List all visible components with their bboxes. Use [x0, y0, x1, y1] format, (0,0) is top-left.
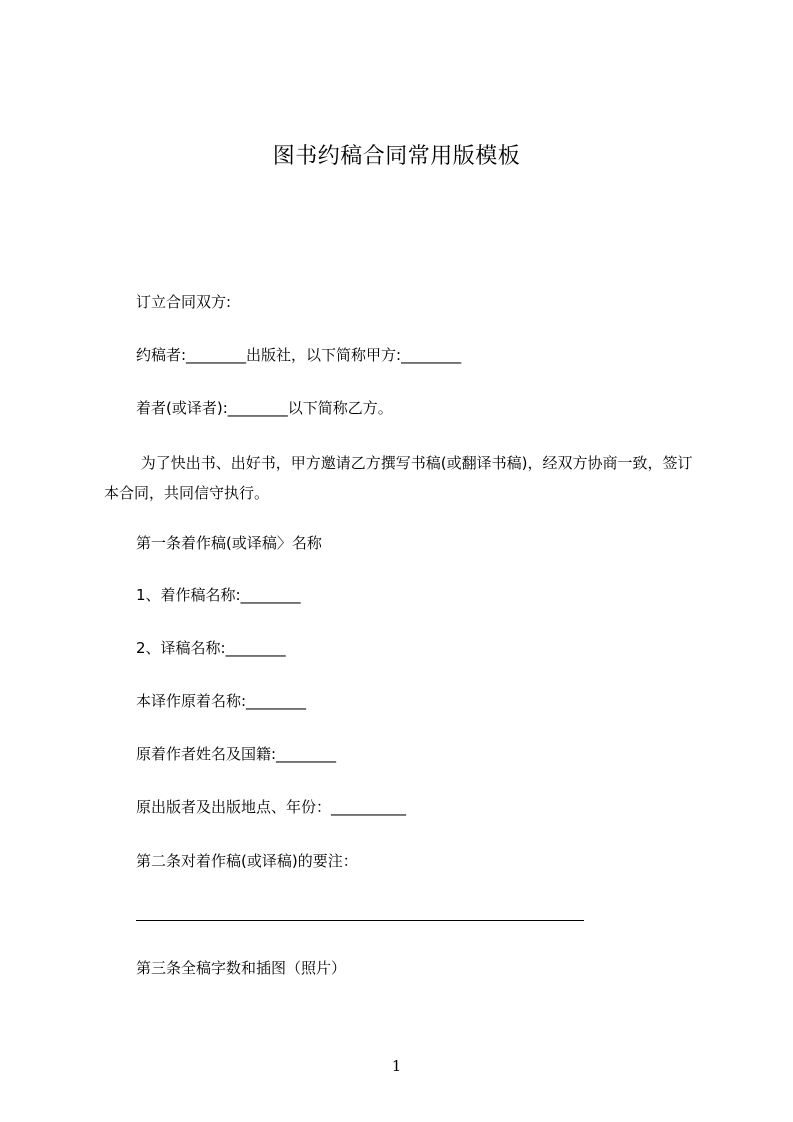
article-2-heading: 第二条对着作稿(或译稿)的要注：	[136, 852, 358, 870]
party-b-line: 着者(或译者):________以下简称乙方。	[136, 399, 393, 417]
intro-paragraph-text: 为了快出书、出好书，甲方邀请乙方撰写书稿(或翻译书稿)，经双方协商一致，签订本合同，共同信守执行。	[104, 454, 693, 502]
party-a-line: 约稿者:________出版社，以下简称甲方:________	[136, 346, 462, 364]
contract-parties-label: 订立合同双方:	[136, 293, 232, 311]
article-1-item-work-name: 1、着作稿名称:________	[136, 586, 301, 604]
article-1-item-original-author: 原着作者姓名及国籍:________	[136, 745, 337, 763]
intro-paragraph	[104, 448, 694, 508]
article-3-heading: 第三条全稿字数和插图（照片）	[136, 959, 347, 977]
document-title: 图书约稿合同常用版模板	[272, 144, 521, 169]
article-1-item-original-name: 本译作原着名称:________	[136, 692, 307, 710]
page-number: 1	[391, 1057, 402, 1075]
article-1-heading: 第一条着作稿(或译稿〉名称	[136, 534, 322, 552]
article-1-item-translation-name: 2、译稿名称:________	[136, 639, 286, 657]
article-1-item-original-publisher: 原出版者及出版地点、年份：__________	[136, 798, 407, 816]
article-2-blank-line	[136, 920, 584, 921]
